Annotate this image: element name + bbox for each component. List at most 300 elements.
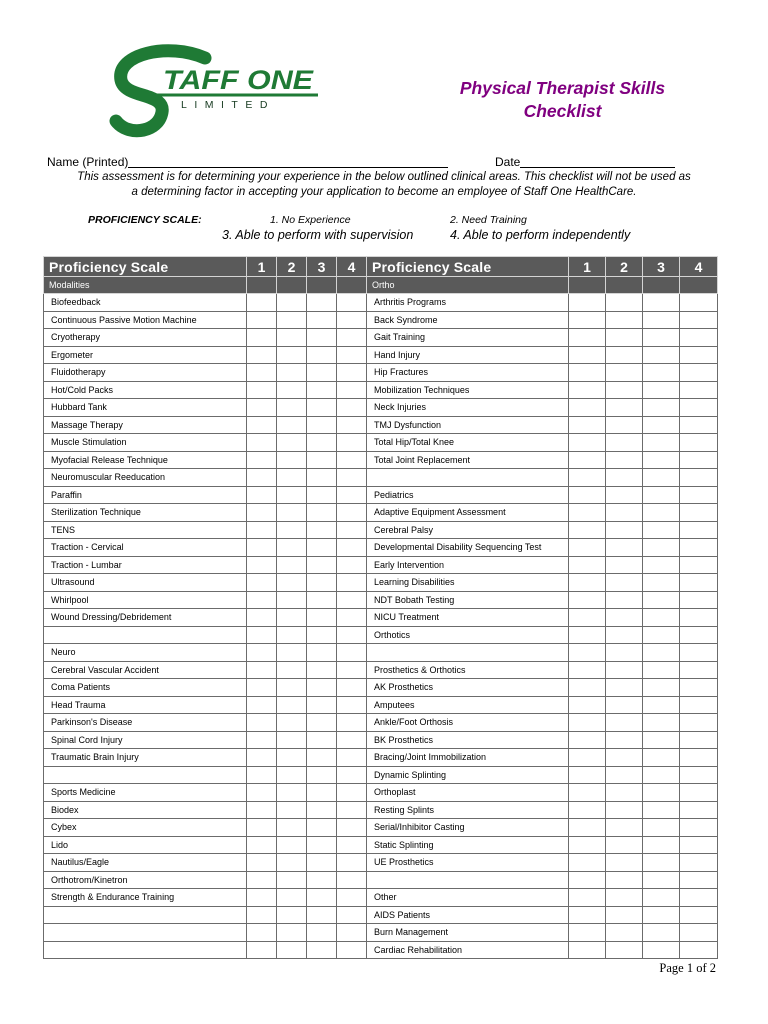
rating-cell-left-1 xyxy=(247,784,277,802)
skill-label-left: Cerebral Vascular Accident xyxy=(44,661,247,679)
rating-cell-left-4 xyxy=(337,749,367,767)
rating-cell-right-3 xyxy=(643,766,680,784)
skill-label-left: Parkinson's Disease xyxy=(44,714,247,732)
rating-cell-right-1 xyxy=(569,766,606,784)
skill-label-left: Coma Patients xyxy=(44,679,247,697)
rating-cell-left-1 xyxy=(247,941,277,959)
rating-cell-right-3 xyxy=(643,714,680,732)
rating-cell-right-4 xyxy=(680,539,718,557)
rating-cell-left-1 xyxy=(247,311,277,329)
section-header-cell xyxy=(569,277,606,294)
rating-cell-left-3 xyxy=(307,416,337,434)
rating-cell-left-3 xyxy=(307,696,337,714)
rating-cell-right-2 xyxy=(606,889,643,907)
rating-cell-left-2 xyxy=(277,469,307,487)
rating-cell-right-2 xyxy=(606,329,643,347)
rating-cell-right-4 xyxy=(680,381,718,399)
rating-cell-right-3 xyxy=(643,609,680,627)
rating-cell-right-2 xyxy=(606,591,643,609)
rating-cell-left-3 xyxy=(307,836,337,854)
skill-label-left: Biodex xyxy=(44,801,247,819)
date-label: Date xyxy=(495,155,521,169)
rating-cell-left-3 xyxy=(307,469,337,487)
rating-cell-left-1 xyxy=(247,539,277,557)
rating-cell-left-1 xyxy=(247,819,277,837)
skill-label-right xyxy=(367,644,569,662)
rating-cell-right-1 xyxy=(569,696,606,714)
rating-cell-left-1 xyxy=(247,346,277,364)
rating-cell-right-4 xyxy=(680,626,718,644)
skill-label-right: Prosthetics & Orthotics xyxy=(367,661,569,679)
rating-cell-left-4 xyxy=(337,504,367,522)
skill-label-right: Hip Fractures xyxy=(367,364,569,382)
rating-cell-right-3 xyxy=(643,399,680,417)
rating-cell-right-2 xyxy=(606,574,643,592)
table-row xyxy=(44,784,718,802)
section-header-cell xyxy=(643,277,680,294)
rating-cell-left-1 xyxy=(247,924,277,942)
skill-label-right: Dynamic Splinting xyxy=(367,766,569,784)
rating-cell-left-2 xyxy=(277,311,307,329)
rating-cell-left-3 xyxy=(307,906,337,924)
rating-cell-right-4 xyxy=(680,556,718,574)
rating-cell-right-3 xyxy=(643,626,680,644)
table-row xyxy=(44,801,718,819)
rating-cell-right-3 xyxy=(643,854,680,872)
rating-cell-left-3 xyxy=(307,714,337,732)
rating-cell-left-3 xyxy=(307,504,337,522)
table-row xyxy=(44,626,718,644)
rating-cell-right-3 xyxy=(643,784,680,802)
table-row xyxy=(44,871,718,889)
rating-cell-right-1 xyxy=(569,889,606,907)
rating-cell-left-3 xyxy=(307,364,337,382)
rating-cell-left-2 xyxy=(277,539,307,557)
table-row xyxy=(44,696,718,714)
rating-cell-left-1 xyxy=(247,451,277,469)
skill-label-right: Early Intervention xyxy=(367,556,569,574)
skill-label-right: Static Splinting xyxy=(367,836,569,854)
rating-cell-left-2 xyxy=(277,731,307,749)
intro-line-1: This assessment is for determining your experience in the below outlined clinical areas. This checklist will not be used as xyxy=(77,171,691,183)
rating-cell-left-1 xyxy=(247,329,277,347)
table-row xyxy=(44,504,718,522)
table-row xyxy=(44,854,718,872)
skill-label-left: Spinal Cord Injury xyxy=(44,731,247,749)
rating-cell-right-4 xyxy=(680,871,718,889)
date-field xyxy=(495,155,675,169)
rating-cell-right-1 xyxy=(569,434,606,452)
rating-cell-right-3 xyxy=(643,521,680,539)
skill-label-right: Burn Management xyxy=(367,924,569,942)
rating-cell-right-4 xyxy=(680,346,718,364)
rating-cell-left-4 xyxy=(337,416,367,434)
table-row xyxy=(44,679,718,697)
rating-cell-right-3 xyxy=(643,941,680,959)
skill-label-left: Biofeedback xyxy=(44,294,247,312)
rating-cell-right-1 xyxy=(569,871,606,889)
rating-cell-left-2 xyxy=(277,714,307,732)
skill-label-left: Hot/Cold Packs xyxy=(44,381,247,399)
rating-header-1: 1 xyxy=(247,257,277,277)
rating-cell-left-1 xyxy=(247,399,277,417)
scale-level-3: 3. Able to perform with supervision xyxy=(222,228,414,242)
rating-cell-left-1 xyxy=(247,889,277,907)
rating-cell-right-1 xyxy=(569,819,606,837)
rating-cell-left-3 xyxy=(307,451,337,469)
rating-cell-right-1 xyxy=(569,644,606,662)
section-header-cell xyxy=(337,277,367,294)
rating-cell-right-3 xyxy=(643,451,680,469)
rating-cell-right-3 xyxy=(643,329,680,347)
rating-cell-left-2 xyxy=(277,801,307,819)
rating-cell-left-4 xyxy=(337,924,367,942)
rating-cell-left-2 xyxy=(277,924,307,942)
rating-cell-left-1 xyxy=(247,294,277,312)
skill-label-left: Hubbard Tank xyxy=(44,399,247,417)
date-blank-line xyxy=(520,156,675,168)
rating-cell-left-1 xyxy=(247,434,277,452)
rating-cell-right-4 xyxy=(680,574,718,592)
rating-cell-left-2 xyxy=(277,889,307,907)
rating-cell-right-2 xyxy=(606,714,643,732)
rating-cell-right-1 xyxy=(569,906,606,924)
rating-cell-right-4 xyxy=(680,731,718,749)
proficiency-scale-label: PROFICIENCY SCALE: xyxy=(88,214,202,226)
rating-cell-left-1 xyxy=(247,416,277,434)
table-row xyxy=(44,941,718,959)
rating-cell-left-3 xyxy=(307,924,337,942)
rating-cell-left-2 xyxy=(277,819,307,837)
staff-one-logo xyxy=(100,44,325,140)
rating-cell-left-3 xyxy=(307,381,337,399)
rating-cell-left-4 xyxy=(337,311,367,329)
rating-cell-left-4 xyxy=(337,801,367,819)
rating-cell-right-1 xyxy=(569,941,606,959)
rating-cell-right-2 xyxy=(606,784,643,802)
rating-cell-right-3 xyxy=(643,434,680,452)
rating-cell-left-2 xyxy=(277,696,307,714)
table-header-row xyxy=(44,257,718,277)
rating-cell-right-1 xyxy=(569,556,606,574)
rating-cell-right-2 xyxy=(606,836,643,854)
rating-cell-right-1 xyxy=(569,486,606,504)
rating-cell-left-2 xyxy=(277,346,307,364)
rating-header-2: 2 xyxy=(277,257,307,277)
skill-label-left: Neuro xyxy=(44,644,247,662)
skill-label-left: Whirlpool xyxy=(44,591,247,609)
rating-cell-left-1 xyxy=(247,521,277,539)
skill-label-left: Ergometer xyxy=(44,346,247,364)
skill-label-right: NDT Bobath Testing xyxy=(367,591,569,609)
rating-cell-right-1 xyxy=(569,469,606,487)
skill-label-right: AK Prosthetics xyxy=(367,679,569,697)
skill-label-right: Gait Training xyxy=(367,329,569,347)
rating-cell-left-3 xyxy=(307,644,337,662)
table-row xyxy=(44,714,718,732)
rating-cell-left-4 xyxy=(337,521,367,539)
rating-cell-right-1 xyxy=(569,329,606,347)
rating-cell-right-4 xyxy=(680,749,718,767)
rating-cell-right-1 xyxy=(569,731,606,749)
rating-cell-right-2 xyxy=(606,416,643,434)
table-row xyxy=(44,661,718,679)
skill-label-left: Sports Medicine xyxy=(44,784,247,802)
rating-cell-left-2 xyxy=(277,329,307,347)
section-header-cell xyxy=(307,277,337,294)
table-row xyxy=(44,556,718,574)
rating-cell-left-4 xyxy=(337,714,367,732)
rating-cell-right-3 xyxy=(643,696,680,714)
rating-cell-left-1 xyxy=(247,644,277,662)
skill-label-left xyxy=(44,906,247,924)
rating-cell-right-4 xyxy=(680,311,718,329)
rating-cell-left-1 xyxy=(247,679,277,697)
rating-cell-left-4 xyxy=(337,469,367,487)
skill-label-right: BK Prosthetics xyxy=(367,731,569,749)
rating-cell-right-4 xyxy=(680,801,718,819)
rating-cell-left-1 xyxy=(247,714,277,732)
rating-cell-left-2 xyxy=(277,434,307,452)
rating-cell-right-1 xyxy=(569,661,606,679)
skill-label-right: Neck Injuries xyxy=(367,399,569,417)
table-row xyxy=(44,766,718,784)
rating-cell-left-3 xyxy=(307,731,337,749)
rating-cell-left-4 xyxy=(337,294,367,312)
rating-cell-right-3 xyxy=(643,469,680,487)
rating-cell-right-4 xyxy=(680,591,718,609)
rating-cell-right-2 xyxy=(606,381,643,399)
rating-cell-right-2 xyxy=(606,504,643,522)
rating-cell-left-4 xyxy=(337,941,367,959)
rating-cell-right-2 xyxy=(606,906,643,924)
rating-cell-right-2 xyxy=(606,626,643,644)
rating-cell-left-4 xyxy=(337,731,367,749)
rating-cell-left-1 xyxy=(247,871,277,889)
skill-label-right: Arthritis Programs xyxy=(367,294,569,312)
skills-table-body xyxy=(44,294,718,959)
rating-cell-right-3 xyxy=(643,801,680,819)
rating-cell-right-3 xyxy=(643,889,680,907)
rating-cell-left-4 xyxy=(337,836,367,854)
rating-cell-left-4 xyxy=(337,591,367,609)
skill-label-left xyxy=(44,766,247,784)
name-field xyxy=(47,155,448,169)
rating-cell-right-2 xyxy=(606,644,643,662)
skill-label-right: Amputees xyxy=(367,696,569,714)
rating-cell-left-3 xyxy=(307,819,337,837)
rating-cell-left-1 xyxy=(247,591,277,609)
skill-label-right: Serial/Inhibitor Casting xyxy=(367,819,569,837)
rating-cell-right-3 xyxy=(643,539,680,557)
table-row xyxy=(44,644,718,662)
rating-cell-left-3 xyxy=(307,749,337,767)
rating-cell-right-1 xyxy=(569,609,606,627)
skill-label-right: Developmental Disability Sequencing Test xyxy=(367,539,569,557)
rating-cell-right-4 xyxy=(680,784,718,802)
rating-cell-right-2 xyxy=(606,696,643,714)
table-row xyxy=(44,591,718,609)
skill-label-left: Strength & Endurance Training xyxy=(44,889,247,907)
rating-cell-left-1 xyxy=(247,906,277,924)
rating-cell-left-4 xyxy=(337,696,367,714)
rating-cell-left-2 xyxy=(277,679,307,697)
skill-label-right: Bracing/Joint Immobilization xyxy=(367,749,569,767)
rating-cell-right-3 xyxy=(643,644,680,662)
rating-cell-right-4 xyxy=(680,521,718,539)
rating-cell-left-4 xyxy=(337,679,367,697)
rating-cell-right-3 xyxy=(643,749,680,767)
rating-cell-left-2 xyxy=(277,486,307,504)
rating-cell-right-2 xyxy=(606,924,643,942)
rating-cell-right-3 xyxy=(643,731,680,749)
table-row xyxy=(44,924,718,942)
rating-cell-right-1 xyxy=(569,749,606,767)
rating-cell-left-4 xyxy=(337,609,367,627)
rating-cell-right-2 xyxy=(606,731,643,749)
name-blank-line xyxy=(128,156,448,168)
rating-header-2: 2 xyxy=(606,257,643,277)
rating-cell-right-1 xyxy=(569,591,606,609)
section-title-modalities: Modalities xyxy=(44,277,247,294)
rating-header-4: 4 xyxy=(680,257,718,277)
rating-cell-right-2 xyxy=(606,346,643,364)
rating-cell-left-4 xyxy=(337,819,367,837)
skill-label-right: Total Joint Replacement xyxy=(367,451,569,469)
rating-cell-right-4 xyxy=(680,434,718,452)
table-row xyxy=(44,329,718,347)
rating-cell-left-4 xyxy=(337,346,367,364)
rating-cell-left-3 xyxy=(307,486,337,504)
section-header-cell xyxy=(277,277,307,294)
table-row xyxy=(44,609,718,627)
rating-cell-left-3 xyxy=(307,784,337,802)
rating-cell-left-3 xyxy=(307,854,337,872)
rating-cell-right-4 xyxy=(680,294,718,312)
table-row xyxy=(44,574,718,592)
table-row xyxy=(44,434,718,452)
rating-cell-left-1 xyxy=(247,836,277,854)
rating-cell-right-2 xyxy=(606,556,643,574)
table-row xyxy=(44,451,718,469)
rating-cell-right-2 xyxy=(606,871,643,889)
rating-cell-left-3 xyxy=(307,591,337,609)
rating-cell-left-4 xyxy=(337,644,367,662)
skill-label-left: Continuous Passive Motion Machine xyxy=(44,311,247,329)
table-row xyxy=(44,364,718,382)
skill-label-right: Other xyxy=(367,889,569,907)
skill-label-left xyxy=(44,924,247,942)
skill-label-left: Massage Therapy xyxy=(44,416,247,434)
rating-cell-left-1 xyxy=(247,626,277,644)
skill-label-right: TMJ Dysfunction xyxy=(367,416,569,434)
rating-cell-right-2 xyxy=(606,941,643,959)
rating-cell-left-1 xyxy=(247,801,277,819)
rating-cell-left-1 xyxy=(247,766,277,784)
intro-paragraph xyxy=(30,170,738,200)
rating-cell-right-4 xyxy=(680,836,718,854)
table-row xyxy=(44,539,718,557)
page-title xyxy=(410,77,715,123)
table-row xyxy=(44,521,718,539)
rating-cell-left-1 xyxy=(247,696,277,714)
title-line-2: Checklist xyxy=(523,101,602,121)
rating-cell-right-4 xyxy=(680,416,718,434)
rating-cell-right-3 xyxy=(643,504,680,522)
rating-cell-left-1 xyxy=(247,556,277,574)
rating-cell-left-1 xyxy=(247,609,277,627)
rating-cell-left-2 xyxy=(277,416,307,434)
rating-cell-right-3 xyxy=(643,679,680,697)
rating-header-3: 3 xyxy=(643,257,680,277)
rating-cell-right-2 xyxy=(606,451,643,469)
rating-cell-right-3 xyxy=(643,294,680,312)
rating-cell-right-4 xyxy=(680,469,718,487)
name-label: Name (Printed) xyxy=(47,155,129,169)
rating-cell-right-4 xyxy=(680,679,718,697)
table-row xyxy=(44,906,718,924)
rating-cell-right-4 xyxy=(680,644,718,662)
rating-cell-right-4 xyxy=(680,609,718,627)
column-header-right: Proficiency Scale xyxy=(367,257,569,277)
rating-cell-right-1 xyxy=(569,679,606,697)
rating-cell-left-2 xyxy=(277,644,307,662)
table-row xyxy=(44,381,718,399)
rating-cell-left-2 xyxy=(277,661,307,679)
rating-cell-left-3 xyxy=(307,311,337,329)
skill-label-right: Adaptive Equipment Assessment xyxy=(367,504,569,522)
rating-cell-right-1 xyxy=(569,399,606,417)
rating-cell-left-4 xyxy=(337,329,367,347)
rating-cell-left-2 xyxy=(277,399,307,417)
skill-label-left: Cryotherapy xyxy=(44,329,247,347)
skill-label-right: UE Prosthetics xyxy=(367,854,569,872)
rating-cell-left-2 xyxy=(277,451,307,469)
rating-cell-right-2 xyxy=(606,801,643,819)
rating-header-3: 3 xyxy=(307,257,337,277)
rating-cell-left-2 xyxy=(277,749,307,767)
skill-label-left: Paraffin xyxy=(44,486,247,504)
rating-cell-left-2 xyxy=(277,784,307,802)
rating-cell-left-3 xyxy=(307,679,337,697)
rating-cell-left-4 xyxy=(337,784,367,802)
rating-cell-left-2 xyxy=(277,591,307,609)
skill-label-left: Myofacial Release Technique xyxy=(44,451,247,469)
rating-cell-right-1 xyxy=(569,801,606,819)
rating-cell-left-3 xyxy=(307,871,337,889)
rating-cell-right-3 xyxy=(643,381,680,399)
rating-cell-right-3 xyxy=(643,661,680,679)
rating-cell-right-1 xyxy=(569,311,606,329)
table-row xyxy=(44,399,718,417)
rating-cell-left-2 xyxy=(277,626,307,644)
table-row xyxy=(44,469,718,487)
table-row xyxy=(44,294,718,312)
rating-cell-right-2 xyxy=(606,766,643,784)
rating-cell-right-2 xyxy=(606,486,643,504)
rating-cell-left-3 xyxy=(307,521,337,539)
rating-cell-right-1 xyxy=(569,854,606,872)
rating-cell-left-4 xyxy=(337,889,367,907)
title-line-1: Physical Therapist Skills xyxy=(459,78,666,98)
skill-label-left: Traction - Cervical xyxy=(44,539,247,557)
rating-cell-left-2 xyxy=(277,941,307,959)
table-row xyxy=(44,416,718,434)
column-header-left: Proficiency Scale xyxy=(44,257,247,277)
rating-cell-left-3 xyxy=(307,399,337,417)
rating-cell-right-3 xyxy=(643,556,680,574)
skill-label-left xyxy=(44,941,247,959)
